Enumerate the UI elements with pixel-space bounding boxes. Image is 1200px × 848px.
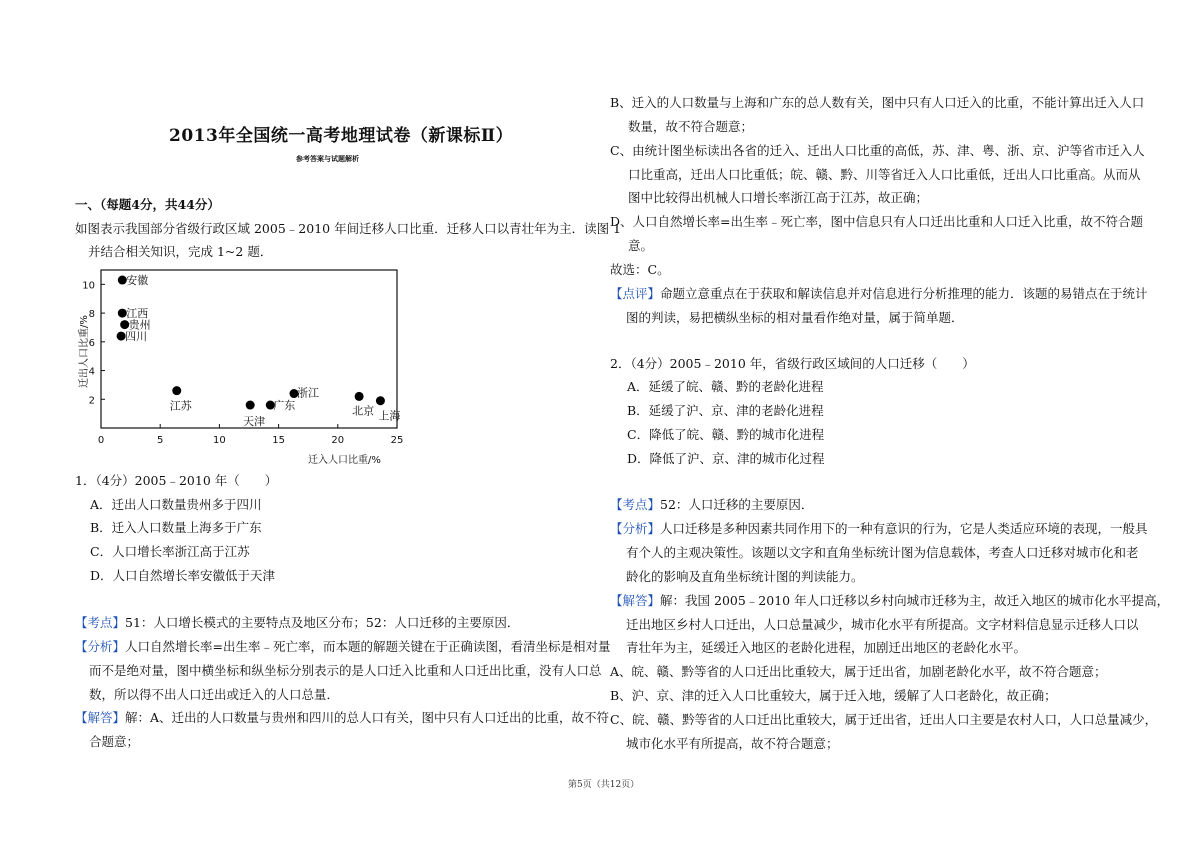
q2-jieda-line-2: 迁出地区乡村人口迁出，人口总量减少，城市化水平有所提高。文字材料信息显示迁移人口以 bbox=[626, 617, 1139, 632]
page-title: 2013年全国统一高考地理试卷（新课标Ⅱ） bbox=[169, 126, 514, 146]
page-subtitle: 参考答案与试题解析 bbox=[296, 154, 359, 163]
x-tick-label: 15 bbox=[272, 435, 285, 446]
q2-fenxi-line-2: 有个人的主观决策性。该题以文字和直角坐标统计图为信息载体，考查人口迁移对城市化和老 bbox=[626, 545, 1139, 560]
q1-dianping bbox=[610, 282, 1148, 306]
point-label: 北京 bbox=[352, 404, 375, 418]
point-label: 上海 bbox=[378, 409, 401, 423]
point-label: 安徽 bbox=[126, 274, 149, 288]
point-label: 广东 bbox=[273, 399, 296, 413]
data-point bbox=[246, 401, 255, 410]
q2-ans-b: B、沪、京、津的迁入人口比重较大，属于迁入地，缓解了人口老龄化，故正确； bbox=[610, 688, 1057, 703]
ans-b-line-1: B、迁入的人口数量与上海和广东的总人数有关，图中只有人口迁入的比重，不能计算出迁入人口 bbox=[610, 95, 1145, 110]
q2-ans-a: A、皖、赣、黔等省的人口迁出比重较大，属于迁出省，加剧老龄化水平，故不符合题意； bbox=[610, 664, 1107, 679]
q1-option-d: D．人口自然增长率安徽低于天津 bbox=[90, 568, 276, 583]
q1-fenxi bbox=[75, 635, 611, 659]
q2-option-b: B．延缓了沪、京、津的老龄化进程 bbox=[627, 403, 824, 418]
kaodian-text: 52：人口迁移的主要原因． bbox=[660, 497, 814, 512]
migration-scatter-chart bbox=[60, 268, 420, 468]
q1-jieda bbox=[75, 706, 609, 730]
ans-c-line-3: 图中比较得出机械人口增长率浙江高于江苏，故正确； bbox=[628, 190, 929, 205]
fenxi-text: 人口迁移是多种因素共同作用下的一种有意识的行为，它是人类适应环境的表现，一般具 bbox=[660, 521, 1148, 536]
q2-option-d: D．降低了沪、京、津的城市化过程 bbox=[627, 451, 825, 466]
ans-c-line-1: C、由统计图坐标读出各省的迁入、迁出人口比重的高低，苏、津、粤、浙、京、沪等省市迁入人 bbox=[610, 143, 1145, 158]
ans-c-line-2: 口比重高，迁出人口比重低；皖、赣、黔、川等省迁入人口比重低，迁出人口比重高。从而从 bbox=[628, 167, 1141, 182]
y-tick-label: 2 bbox=[88, 395, 95, 407]
y-axis-label: 迁出人口比重/% bbox=[79, 315, 90, 388]
section-heading: 一、（每题4分，共44分） bbox=[75, 197, 220, 212]
q2-jieda bbox=[610, 589, 1169, 613]
point-label: 四川 bbox=[125, 330, 148, 344]
fenxi-tag: 【分析】 bbox=[75, 639, 126, 654]
point-label: 贵州 bbox=[128, 318, 151, 332]
kaodian-text: 51：人口增长模式的主要特点及地区分布；52：人口迁移的主要原因． bbox=[125, 615, 520, 630]
point-label: 浙江 bbox=[296, 386, 319, 400]
y-tick-label: 10 bbox=[82, 280, 95, 292]
jieda-tag: 【解答】 bbox=[75, 710, 126, 725]
q1-jieda-line-2: 合题意； bbox=[89, 734, 140, 749]
fenxi-tag: 【分析】 bbox=[610, 521, 661, 536]
q2-kaodian bbox=[610, 493, 813, 517]
y-tick-label: 6 bbox=[88, 337, 95, 349]
page-number: 第5页（共12页） bbox=[568, 780, 640, 790]
kaodian-tag: 【考点】 bbox=[75, 615, 126, 630]
x-tick-label: 0 bbox=[97, 435, 105, 446]
question-2: 2．（4分）2005﹣2010 年，省级行政区域间的人口迁移（ ） bbox=[610, 356, 975, 371]
q1-dianping-line-2: 图的判读，易把横纵坐标的相对量看作绝对量，属于简单题． bbox=[626, 310, 964, 325]
jieda-text: 解：我国 2005﹣2010 年人口迁移以乡村向城市迁移为主，故迁入地区的城市化水平提高， bbox=[660, 593, 1170, 608]
dianping-tag: 【点评】 bbox=[610, 286, 661, 301]
kaodian-tag: 【考点】 bbox=[610, 497, 661, 512]
q2-fenxi-line-3: 龄化的影响及直角坐标统计图的判读能力。 bbox=[626, 569, 864, 584]
y-tick-label: 4 bbox=[88, 366, 95, 378]
q1-option-c: C．人口增长率浙江高于江苏 bbox=[90, 544, 250, 559]
data-point bbox=[355, 392, 364, 401]
answer-1: 故选：C。 bbox=[610, 262, 670, 277]
ans-d-line-1: D、人口自然增长率=出生率﹣死亡率，图中信息只有人口迁出比重和人口迁入比重，故不符合题 bbox=[610, 214, 1143, 229]
point-label: 江西 bbox=[126, 307, 149, 321]
q1-option-b: B．迁入人口数量上海多于广东 bbox=[90, 520, 262, 535]
fenxi-text: 人口自然增长率=出生率﹣死亡率，而本题的解题关键在于正确读图，看清坐标是相对量 bbox=[125, 639, 611, 654]
x-tick-label: 10 bbox=[213, 435, 226, 446]
jieda-text: 解：A、迁出的人口数量与贵州和四川的总人口有关，图中只有人口迁出的比重，故不符 bbox=[125, 710, 610, 725]
ans-b-line-2: 数量，故不符合题意； bbox=[628, 119, 754, 134]
jieda-tag: 【解答】 bbox=[610, 593, 661, 608]
ans-d-line-2: 意。 bbox=[628, 238, 654, 253]
dianping-text: 命题立意重点在于获取和解读信息并对信息进行分析推理的能力．该题的易错点在于统计 bbox=[660, 286, 1148, 301]
point-label: 天津 bbox=[243, 415, 266, 429]
intro-line-1: 如图表示我国部分省级行政区域 2005﹣2010 年间迁移人口比重．迁移人口以青壮年为主．读图 1 bbox=[75, 221, 621, 236]
q1-kaodian bbox=[75, 611, 519, 635]
point-label: 江苏 bbox=[169, 399, 192, 413]
q2-fenxi bbox=[610, 517, 1148, 541]
x-tick-label: 20 bbox=[331, 435, 345, 446]
data-point bbox=[172, 386, 181, 395]
q1-option-a: A．迁出人口数量贵州多于四川 bbox=[90, 497, 262, 512]
x-axis-label: 迁入人口比重/% bbox=[308, 455, 381, 466]
q2-option-a: A．延缓了皖、赣、黔的老龄化进程 bbox=[627, 379, 824, 394]
q2-jieda-line-3: 青壮年为主，延缓迁入地区的老龄化进程，加剧迁出地区的老龄化水平。 bbox=[626, 640, 1027, 655]
q2-option-c: C．降低了皖、赣、黔的城市化进程 bbox=[627, 427, 825, 442]
q2-ans-c-line-2: 城市化水平有所提高，故不符合题意； bbox=[626, 736, 839, 751]
q1-fenxi-line-2: 而不是绝对量，图中横坐标和纵坐标分别表示的是人口迁入比重和人口迁出比重，没有人口总 bbox=[89, 663, 602, 678]
q2-ans-c-line-1: C、皖、赣、黔等省的人口迁出比重较大，属于迁出省，迁出人口主要是农村人口，人口总量减少， bbox=[610, 712, 1158, 727]
intro-line-2: 并结合相关知识，完成 1~2 题． bbox=[88, 244, 273, 259]
data-point bbox=[376, 396, 385, 405]
x-tick-label: 25 bbox=[390, 435, 404, 446]
y-tick-label: 8 bbox=[88, 309, 95, 321]
q1-fenxi-line-3: 数，所以得不出人口迁出或迁入的人口总量． bbox=[89, 687, 340, 702]
x-tick-label: 5 bbox=[157, 435, 164, 446]
question-1: 1．（4分）2005﹣2010 年（ ） bbox=[75, 473, 278, 488]
